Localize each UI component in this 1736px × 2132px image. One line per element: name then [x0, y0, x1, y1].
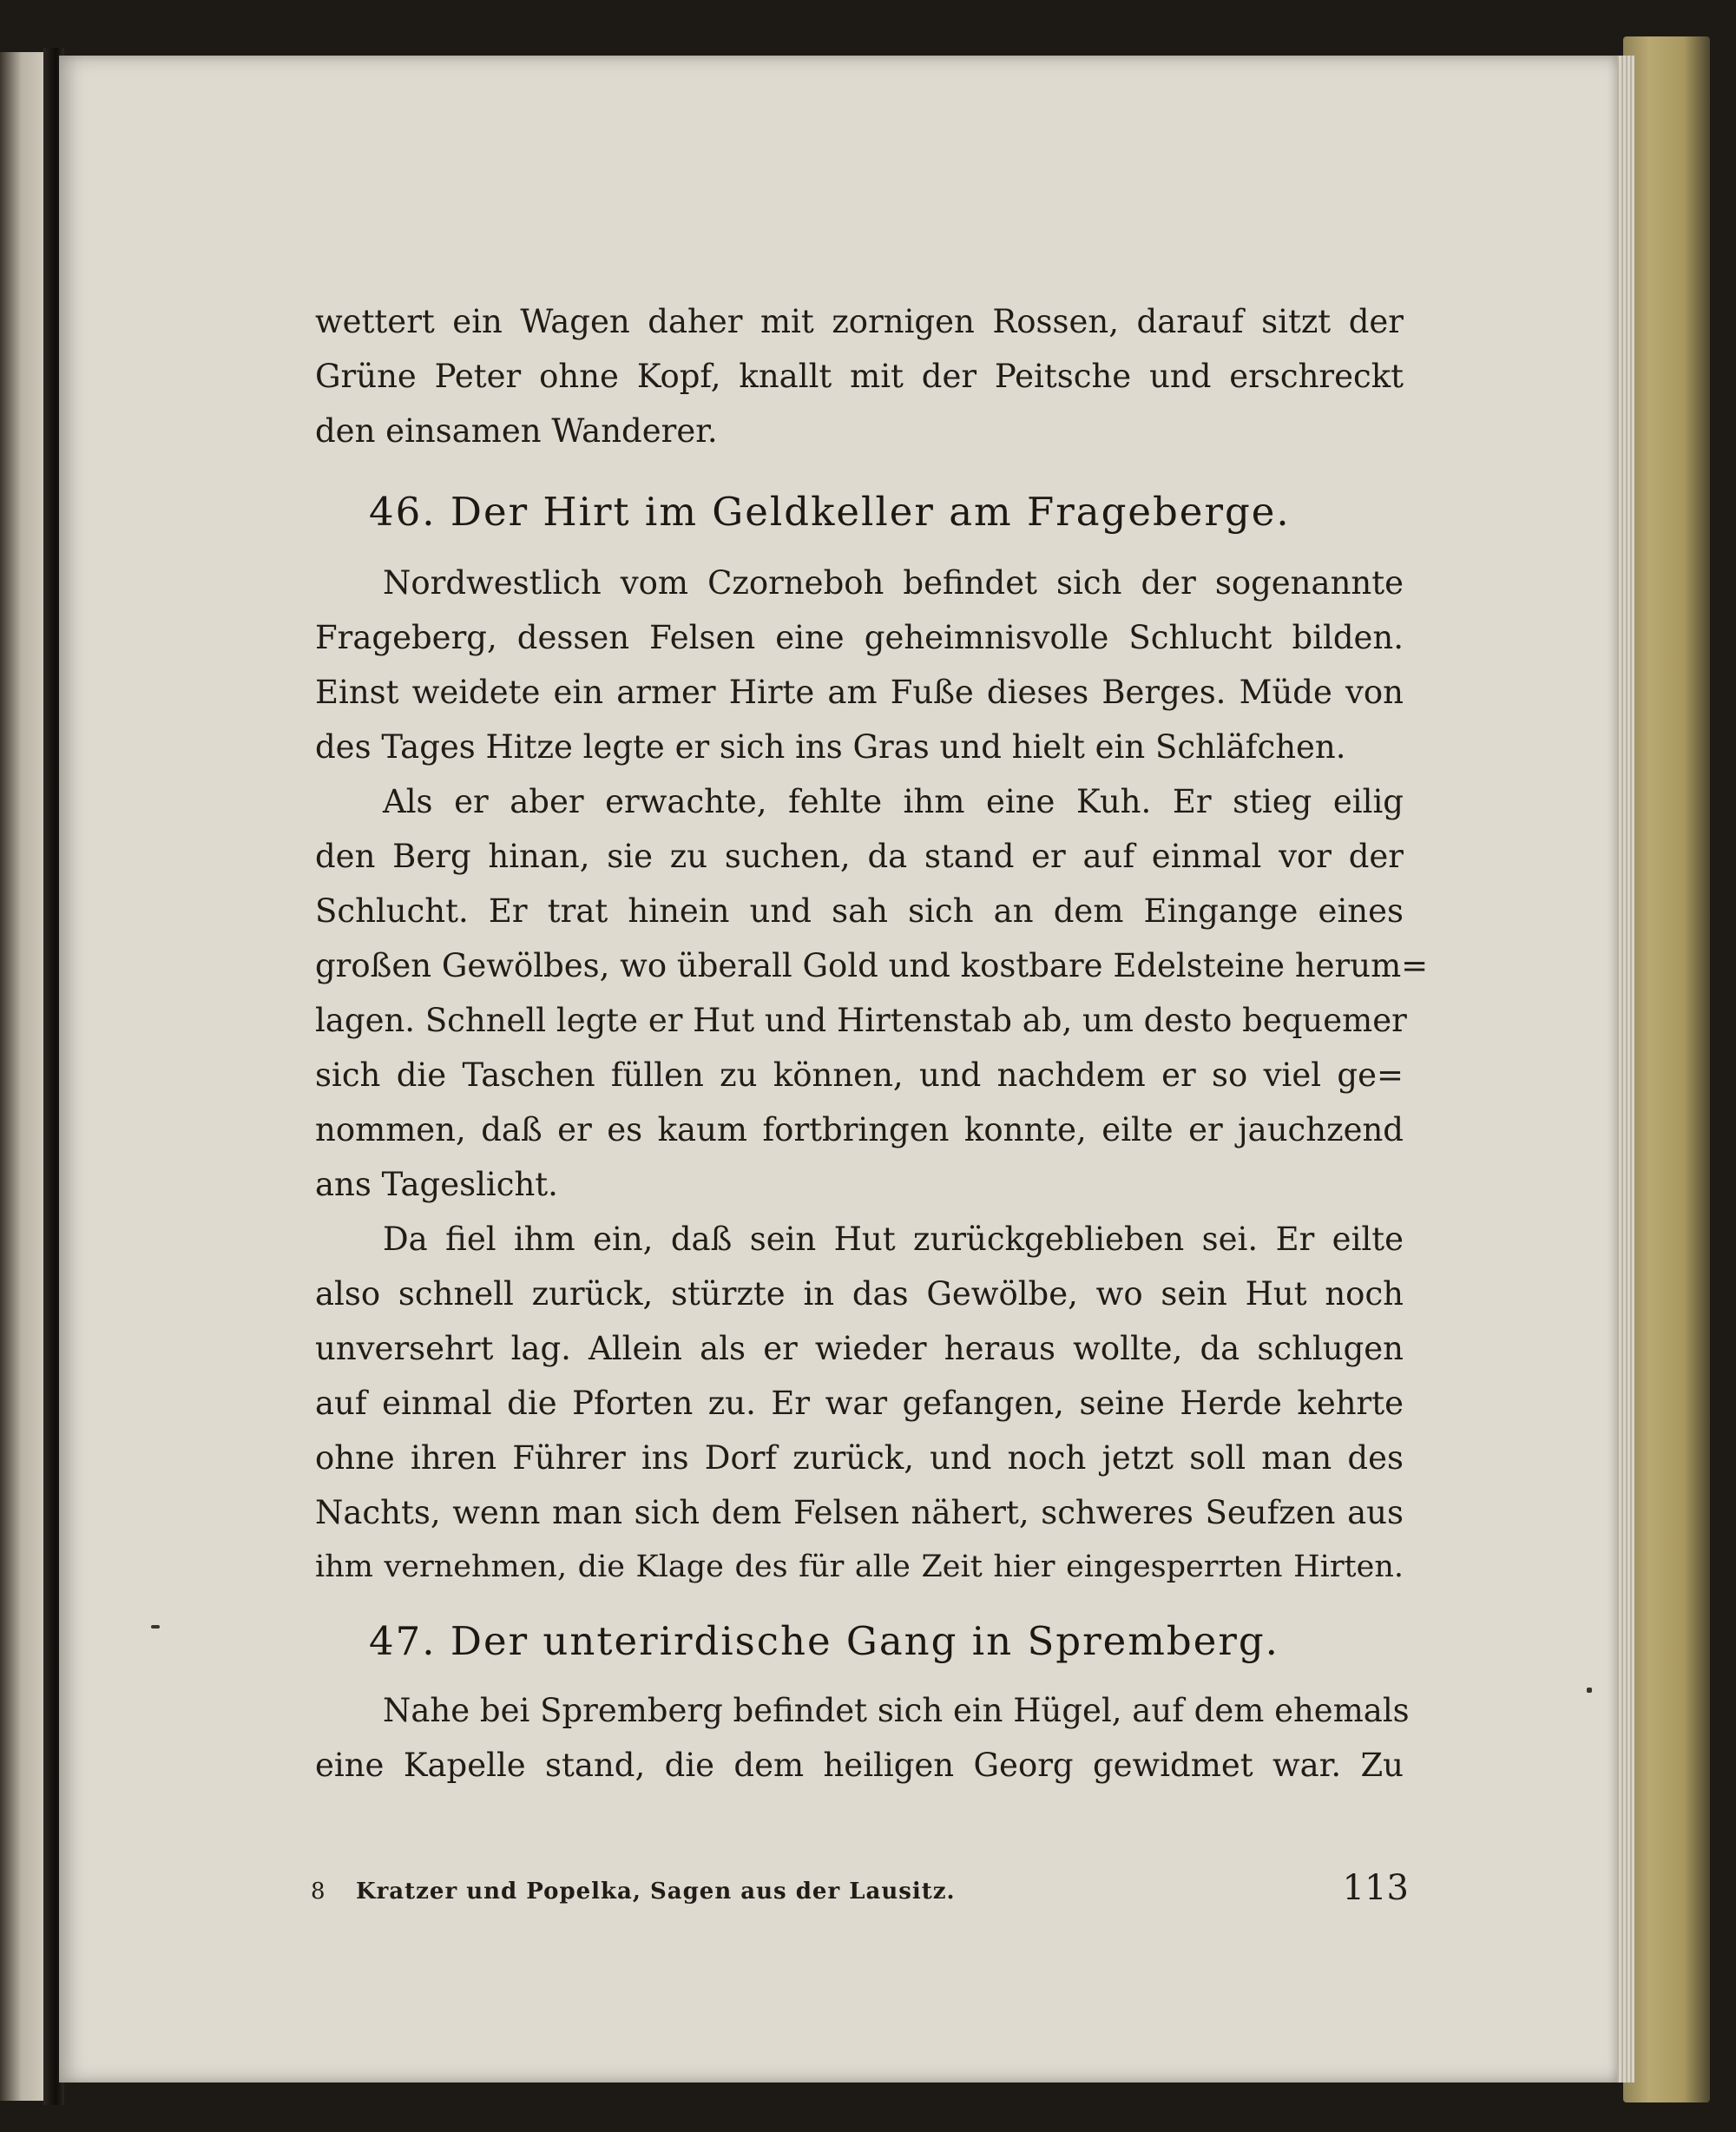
text-line: Einst weidete ein armer Hirte am Fuße dieses Berges. Müde von — [315, 674, 1404, 711]
page-footer — [311, 1868, 1409, 1920]
text-line: Nahe bei Spremberg befindet sich ein Hügel, auf dem ehemals — [383, 1692, 1410, 1729]
page-number: 113 — [1342, 1868, 1409, 1908]
text-line: ohne ihren Führer ins Dorf zurück, und noch jetzt soll man des — [315, 1439, 1404, 1477]
text-line: großen Gewölbes, wo überall Gold und kostbare Edelsteine herum= — [315, 947, 1429, 984]
text-line: auf einmal die Pforten zu. Er war gefangen, seine Herde kehrte — [315, 1385, 1404, 1422]
paper-speck — [151, 1625, 160, 1629]
text-line: sich die Taschen füllen zu können, und nachdem er so viel ge= — [315, 1056, 1404, 1094]
section-heading-46: 46. Der Hirt im Geldkeller am Frageberge. — [369, 489, 1291, 535]
paper-speck — [1587, 1688, 1592, 1693]
running-title: Kratzer und Popelka, Sagen aus der Lausitz. — [356, 1879, 956, 1905]
text-line: den einsamen Wanderer. — [315, 412, 718, 450]
book-page — [59, 56, 1617, 2083]
text-line: Frageberg, dessen Felsen eine geheimnisvolle Schlucht bilden. — [315, 619, 1404, 656]
text-line: also schnell zurück, stürzte in das Gewölbe, wo sein Hut noch — [315, 1275, 1404, 1313]
text-line: ihm vernehmen, die Klage des für alle Zeit hier eingesperrten Hirten. — [315, 1550, 1404, 1584]
page-text — [315, 294, 1429, 1793]
section-heading-47: 47. Der unterirdische Gang in Spremberg. — [369, 1618, 1279, 1664]
text-line: den Berg hinan, sie zu suchen, da stand er auf einmal vor der — [315, 838, 1404, 875]
text-line: lagen. Schnell legte er Hut und Hirtenstab ab, um desto bequemer — [315, 1002, 1407, 1039]
text-line: unversehrt lag. Allein als er wieder heraus wollte, da schlugen — [315, 1330, 1404, 1367]
signature-mark: 8 — [311, 1879, 326, 1905]
book-cover-edge — [1623, 36, 1710, 2102]
text-line: Als er aber erwachte, fehlte ihm eine Kuh. Er stieg eilig — [383, 783, 1404, 820]
text-line: nommen, daß er es kaum fortbringen konnte, eilte er jauchzend — [315, 1111, 1404, 1148]
text-line: Nachts, wenn man sich dem Felsen nähert, schweres Seufzen aus — [315, 1494, 1404, 1531]
text-line: des Tages Hitze legte er sich ins Gras und hielt ein Schläfchen. — [315, 728, 1346, 766]
text-line: Nordwestlich vom Czorneboh befindet sich der sogenannte — [383, 564, 1404, 602]
text-line: eine Kapelle stand, die dem heiligen Georg gewidmet war. Zu — [315, 1747, 1404, 1784]
text-line: Grüne Peter ohne Kopf, knallt mit der Peitsche und erschreckt — [315, 358, 1404, 395]
text-line: Schlucht. Er trat hinein und sah sich an dem Eingange eines — [315, 892, 1404, 930]
text-line: Da fiel ihm ein, daß sein Hut zurückgeblieben sei. Er eilte — [383, 1221, 1404, 1258]
text-line: wettert ein Wagen daher mit zornigen Rossen, darauf sitzt der — [315, 303, 1404, 340]
text-line: ans Tageslicht. — [315, 1166, 558, 1203]
